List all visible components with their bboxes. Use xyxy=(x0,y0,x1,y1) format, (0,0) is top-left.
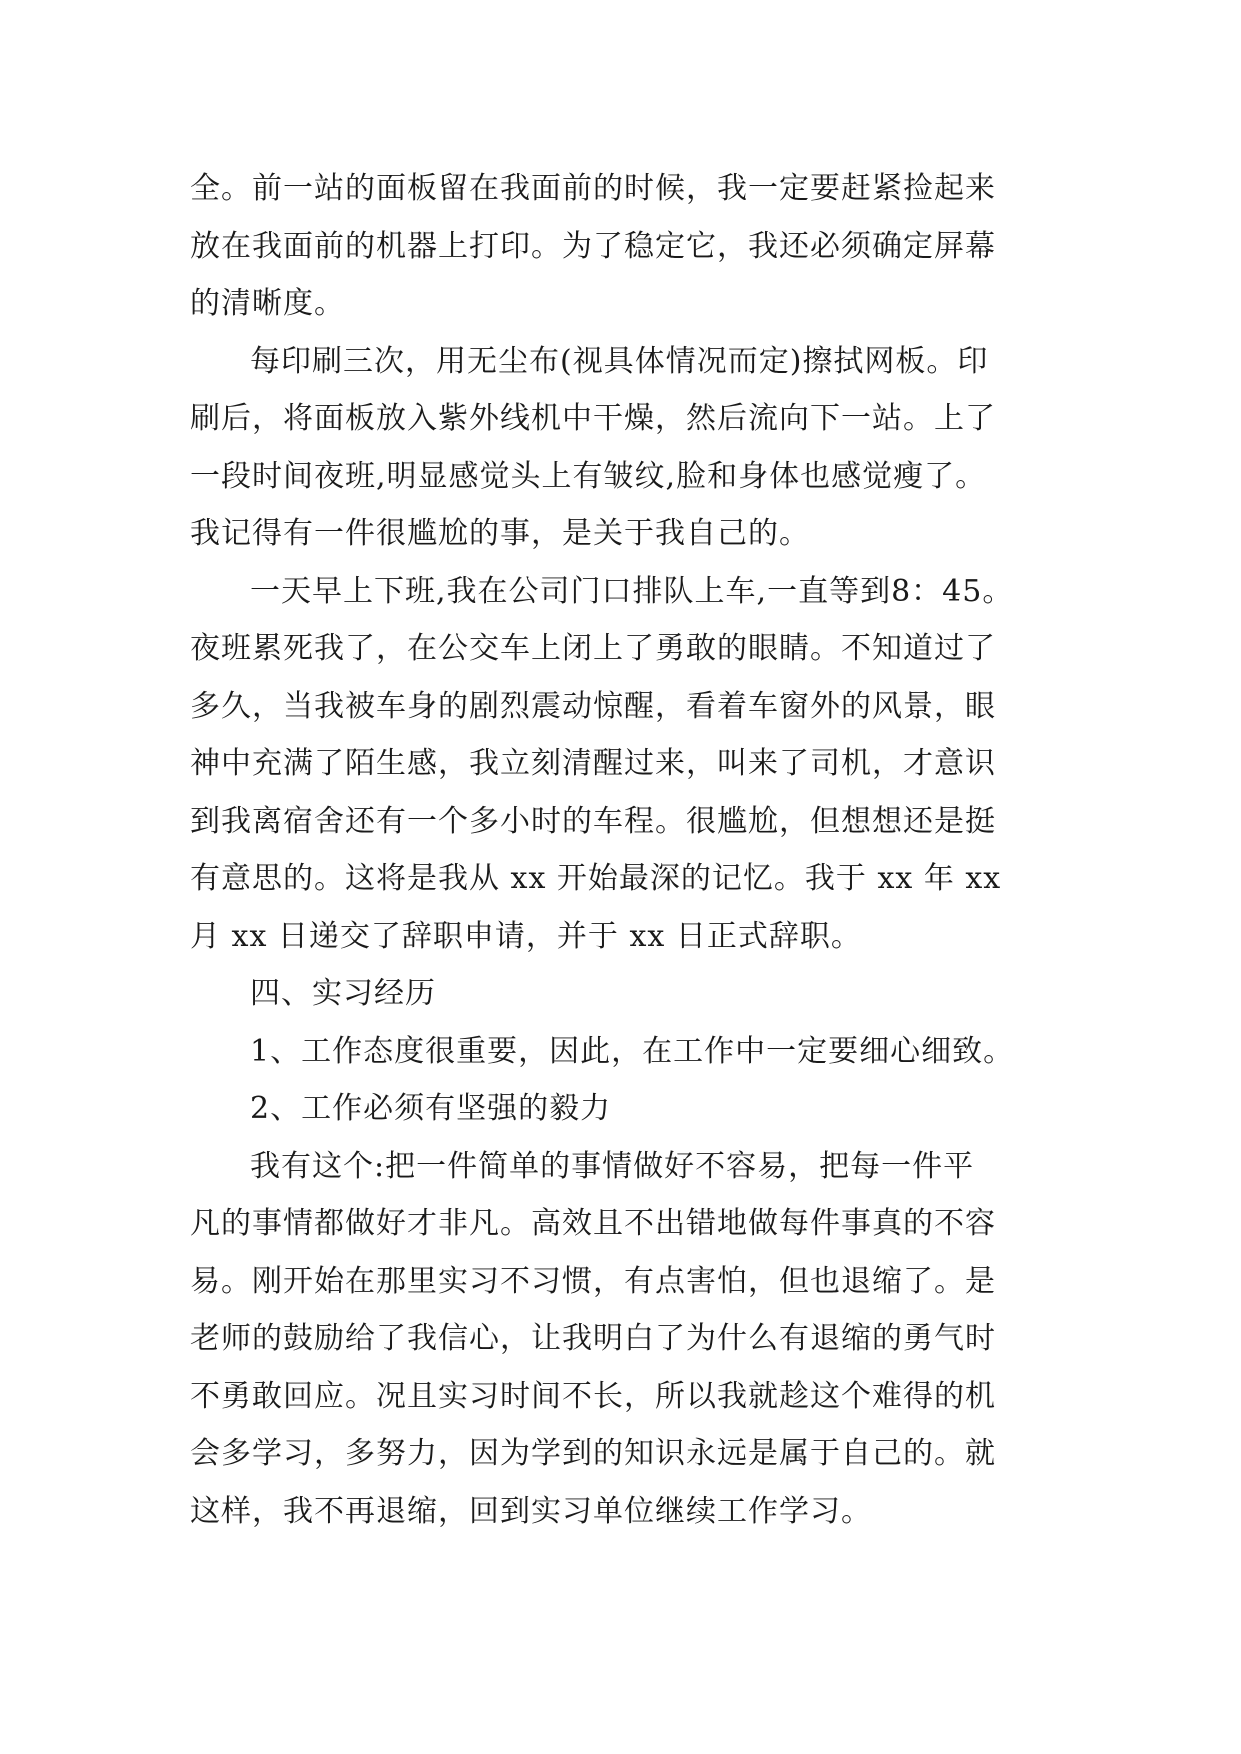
text-line: 老师的鼓励给了我信心，让我明白了为什么有退缩的勇气时 xyxy=(190,1321,996,1356)
text-line: 每印刷三次，用无尘布(视具体情况而定)擦拭网板。印 xyxy=(250,343,989,379)
text-line: 神中充满了陌生感，我立刻清醒过来，叫来了司机，才意识 xyxy=(190,746,996,781)
text-line: 四、实习经历 xyxy=(250,976,436,1011)
text-line: 不勇敢回应。况且实习时间不长，所以我就趁这个难得的机 xyxy=(190,1378,996,1414)
text-line: 月 xx 日递交了辞职申请，并于 xx 日正式辞职。 xyxy=(190,918,862,954)
text-line: 刷后，将面板放入紫外线机中干燥，然后流向下一站。上了 xyxy=(190,401,996,436)
document-body xyxy=(190,160,1070,1540)
paragraph-printing-process xyxy=(190,333,1070,563)
text-line: 这样，我不再退缩，回到实习单位继续工作学习。 xyxy=(190,1493,872,1529)
section-heading-internship-experience xyxy=(190,965,1070,1023)
text-line: 1、工作态度很重要，因此，在工作中一定要细心细致。 xyxy=(250,1033,1015,1069)
text-line: 我有这个:把一件简单的事情做好不容易，把每一件平 xyxy=(250,1148,975,1184)
text-line: 到我离宿舍还有一个多小时的车程。很尴尬，但想想还是挺 xyxy=(190,803,996,839)
text-line: 一天早上下班,我在公司门口排队上车,一直等到8：45。 xyxy=(250,573,1014,609)
text-line: 易。刚开始在那里实习不习惯，有点害怕，但也退缩了。是 xyxy=(190,1263,996,1299)
paragraph-reflection xyxy=(190,1138,1070,1541)
text-line: 夜班累死我了，在公交车上闭上了勇敢的眼睛。不知道过了 xyxy=(190,631,996,666)
list-item-perseverance xyxy=(190,1080,1070,1138)
text-line: 放在我面前的机器上打印。为了稳定它，我还必须确定屏幕 xyxy=(190,228,996,264)
list-item-work-attitude xyxy=(190,1023,1070,1081)
text-line: 的清晰度。 xyxy=(190,286,345,321)
text-line: 2、工作必须有坚强的毅力 xyxy=(250,1091,612,1126)
paragraph-continuation xyxy=(190,160,1070,333)
text-line: 会多学习，多努力，因为学到的知识永远是属于自己的。就 xyxy=(190,1436,996,1471)
text-line: 我记得有一件很尴尬的事，是关于我自己的。 xyxy=(190,516,810,551)
text-line: 全。前一站的面板留在我面前的时候，我一定要赶紧捡起来 xyxy=(190,171,996,206)
text-line: 多久，当我被车身的剧烈震动惊醒，看着车窗外的风景，眼 xyxy=(190,688,996,724)
text-line: 凡的事情都做好才非凡。高效且不出错地做每件事真的不容 xyxy=(190,1206,996,1241)
text-line: 一段时间夜班,明显感觉头上有皱纹,脸和身体也感觉瘦了。 xyxy=(190,458,987,494)
text-line: 有意思的。这将是我从 xx 开始最深的记忆。我于 xx 年 xx xyxy=(190,861,1002,896)
paragraph-bus-story xyxy=(190,563,1070,966)
